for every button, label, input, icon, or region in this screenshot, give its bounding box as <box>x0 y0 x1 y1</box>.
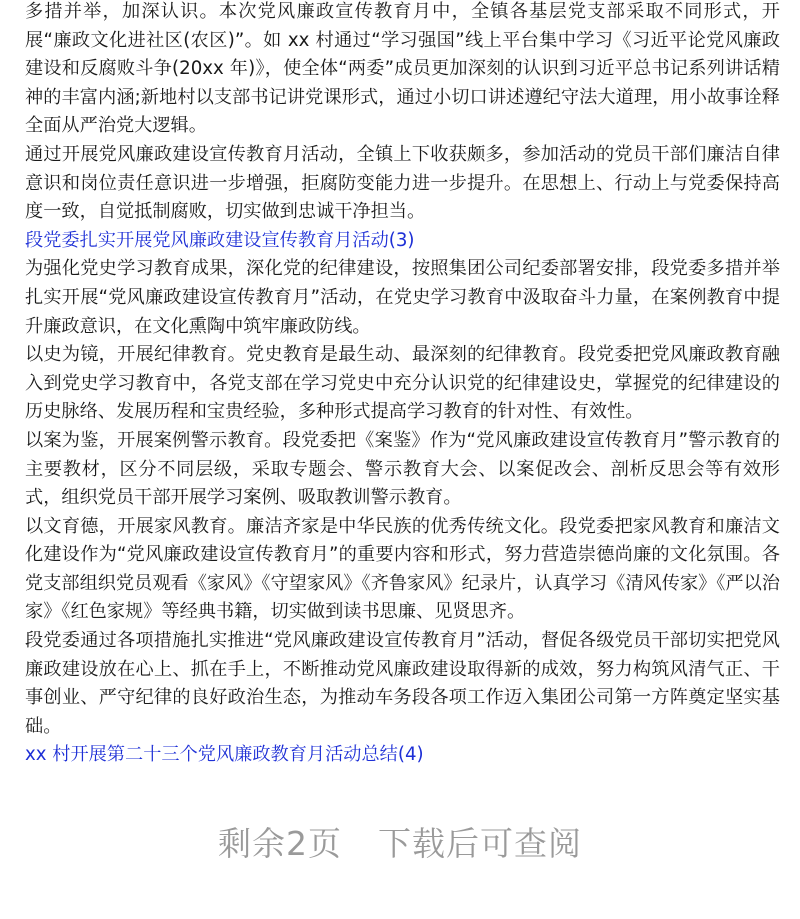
download-prompt[interactable] <box>0 818 800 865</box>
section-link-3[interactable]: 段党委扎实开展党风廉政建设宣传教育月活动(3) <box>25 229 415 251</box>
paragraph-history: 以史为镜，开展纪律教育。党史教育是最生动、最深刻的纪律教育。段党委把党风廉政教育融入到党史学习教育中，各党支部在学习党史中充分认识党的纪律建设史，掌握党的纪律建设的历史脉络、发展历程和宝贵经验，多种形式提高学习教育的针对性、有效性。 <box>25 344 780 423</box>
paragraph-results: 通过开展党风廉政建设宣传教育月活动，全镇上下收获颇多，参加活动的党员干部们廉洁自律意识和岗位责任意识进一步增强，拒腐防变能力进一步提升。在思想上、行动上与党委保持高度一致，自觉抵制腐败，切实做到忠诚干净担当。 <box>25 143 780 223</box>
paragraph-family: 以文育德，开展家风教育。廉洁齐家是中华民族的优秀传统文化。段党委把家风教育和廉洁文化建设作为“党风廉政建设宣传教育月”的重要内容和形式，努力营造崇德尚廉的文化氛围。各党支部组织党员观看《家风》《守望家风》《齐鲁家风》纪录片，认真学习《清风传家》《严以治家》《红色家规》等经典书籍，切实做到读书思廉、见贤思齐。 <box>25 515 780 623</box>
paragraph-measures: 多措并举，加深认识。本次党风廉政宣传教育月中，全镇各基层党支部采取不同形式，开展“廉政文化进社区(农区)”。如 xx 村通过“学习强国”线上平台集中学习《习近平论党风廉政建设和反腐败斗争(20xx 年)》，使全体“两委”成员更加深刻的认识到习近平总书记系列讲话精神的丰富内涵;新地村以支部书记讲党课形式，通过小切口讲述遵纪守法大道理，用小故事诠释全面从严治党大逻辑。 <box>25 1 780 137</box>
paragraph-cases: 以案为鉴，开展案例警示教育。段党委把《案鉴》作为“党风廉政建设宣传教育月”警示教育的主要教材，区分不同层级，采取专题会、警示教育大会、以案促改会、剖析反思会等有效形式，组织党员干部开展学习案例、吸取教训警示教育。 <box>25 429 780 509</box>
paragraph-conclusion: 段党委通过各项措施扎实推进“党风廉政建设宣传教育月”活动，督促各级党员干部切实把党风廉政建设放在心上、抓在手上，不断推动党风廉政建设取得新的成效，努力构筑风清气正、干事创业、严守纪律的良好政治生态，为推动车务段各项工作迈入集团公司第一方阵奠定坚实基础。 <box>25 630 780 737</box>
section-link-4[interactable]: xx 村开展第二十三个党风廉政教育月活动总结(4) <box>25 744 424 766</box>
remaining-pages-label: 剩余2页 <box>218 824 342 863</box>
paragraph-intro: 为强化党史学习教育成果，深化党的纪律建设，按照集团公司纪委部署安排，段党委多措并举扎实开展“党风廉政建设宣传教育月”活动，在党史学习教育中汲取奋斗力量，在案例教育中提升廉政意识，在文化熏陶中筑牢廉政防线。 <box>25 258 780 337</box>
document-body <box>25 0 780 770</box>
download-hint-label: 下载后可查阅 <box>378 824 582 863</box>
